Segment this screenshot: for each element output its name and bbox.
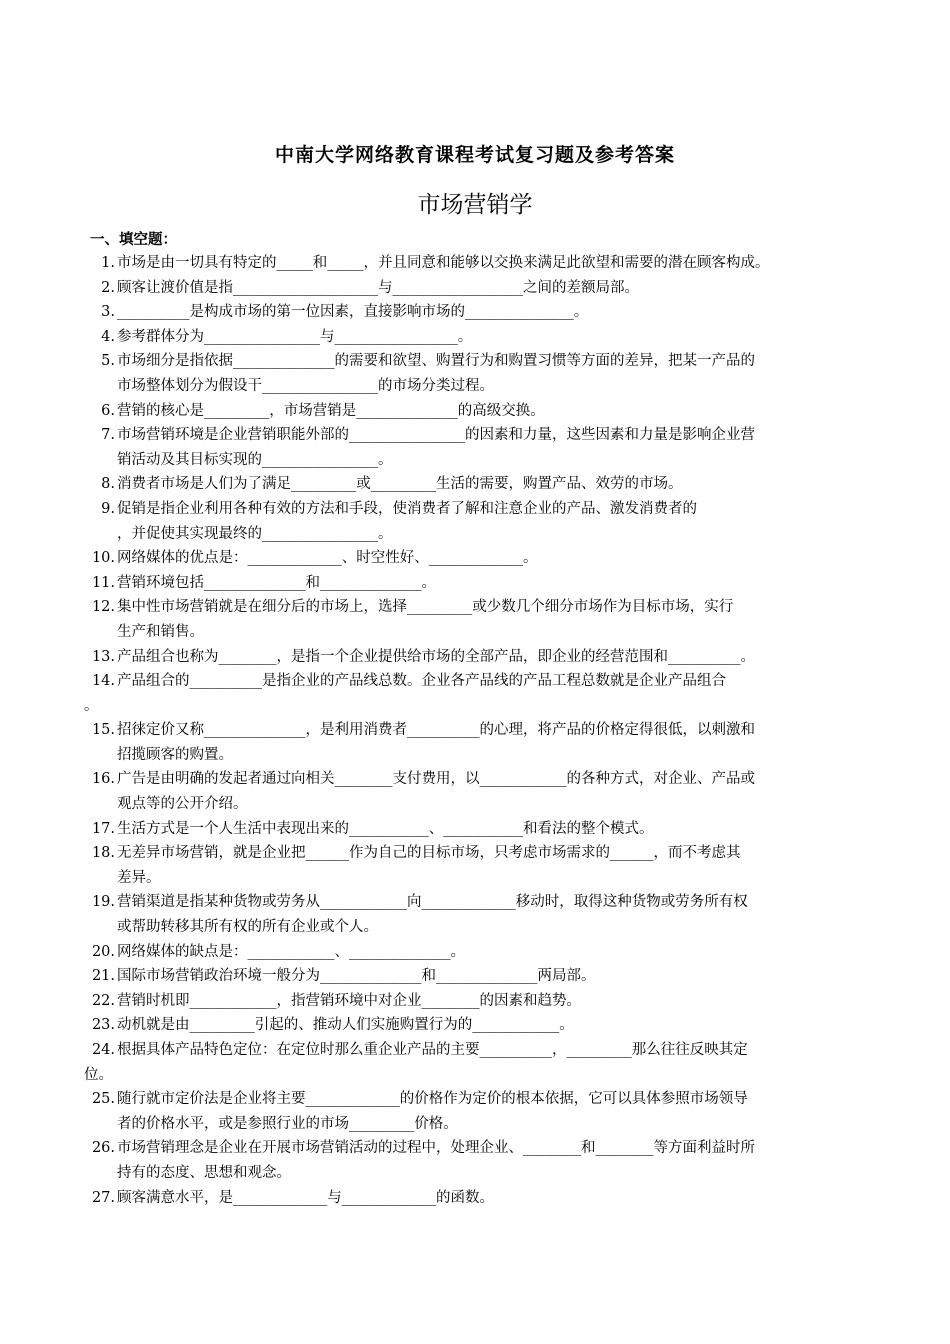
question-text-continued: 位。 bbox=[84, 1066, 113, 1083]
question-text: 顾客满意水平，是_____________与_____________的函数。 bbox=[117, 1189, 494, 1206]
question-text-continued: 观点等的公开介绍。 bbox=[117, 796, 248, 813]
question-item bbox=[84, 989, 864, 1014]
question-text: 广告是由明确的发起者通过向相关________支付费用，以____________的各种方式，对企业、产品或 bbox=[117, 771, 755, 788]
question-item bbox=[84, 1136, 864, 1185]
question-item bbox=[84, 349, 864, 398]
question-item bbox=[84, 1038, 864, 1087]
question-text: 无差异市场营销，就是企业把______作为自己的目标市场，只考虑市场需求的______，而不考虑其 bbox=[117, 845, 741, 862]
question-item bbox=[84, 718, 864, 767]
course-title: 市场营销学 bbox=[417, 192, 533, 218]
question-number: 6. bbox=[101, 402, 115, 419]
question-text-continued: 销活动及其目标实现的________________。 bbox=[117, 451, 393, 468]
question-number: 1. bbox=[101, 255, 115, 271]
question-text-continued: 持有的态度、思想和观念。 bbox=[117, 1164, 291, 1181]
question-number: 8. bbox=[101, 476, 115, 493]
question-text-continued: 者的价格水平，或是参照行业的市场_________价格。 bbox=[117, 1115, 458, 1132]
question-text: 市场营销理念是企业在开展市场营销活动的过程中，处理企业、________和________等方面利益时所 bbox=[117, 1140, 755, 1157]
question-number: 7. bbox=[101, 427, 115, 444]
question-item bbox=[84, 497, 864, 546]
question-item bbox=[84, 472, 864, 497]
question-item bbox=[84, 841, 864, 890]
question-item bbox=[84, 645, 864, 670]
question-number: 15. bbox=[91, 722, 115, 739]
question-number: 13. bbox=[91, 648, 115, 665]
question-text: 消费者市场是人们为了满足_________或_________生活的需要，购置产品、效劳的市场。 bbox=[117, 476, 683, 493]
question-text-continued: 市场整体划分为假设干________________的市场分类过程。 bbox=[117, 377, 494, 394]
question-text-continued: 。 bbox=[84, 697, 99, 714]
question-number: 21. bbox=[91, 968, 115, 985]
question-number: 23. bbox=[91, 1017, 115, 1034]
question-item bbox=[84, 423, 864, 472]
question-text: 招徕定价又称______________，是利用消费者__________的心理，将产品的价格定得很低，以刺激和 bbox=[117, 722, 755, 739]
question-item bbox=[84, 964, 864, 989]
question-item bbox=[84, 595, 864, 644]
question-text: 市场细分是指依据______________的需要和欲望、购置行为和购置习惯等方面的差异，把某一产品的 bbox=[117, 353, 755, 370]
question-number: 4. bbox=[101, 328, 115, 345]
question-number: 27. bbox=[91, 1189, 115, 1206]
question-number: 14. bbox=[91, 673, 115, 690]
question-number: 2. bbox=[101, 279, 115, 296]
question-number: 17. bbox=[91, 820, 115, 837]
question-text: 网络媒体的优点是：_____________、时空性好、_____________。 bbox=[117, 550, 538, 567]
question-text-continued: 生产和销售。 bbox=[117, 623, 204, 640]
question-text-continued: 或帮助转移其所有权的所有企业或个人。 bbox=[117, 919, 378, 936]
question-text: 网络媒体的缺点是：____________、______________。 bbox=[117, 943, 465, 960]
question-item bbox=[84, 940, 864, 965]
question-text: 市场营销环境是企业营销职能外部的________________的因素和力量，这些因素和力量是影响企业营 bbox=[117, 427, 755, 444]
question-number: 19. bbox=[91, 894, 115, 911]
section-heading: 一、填空题： bbox=[90, 231, 177, 248]
question-item bbox=[84, 767, 864, 816]
question-number: 12. bbox=[91, 599, 115, 616]
question-item bbox=[84, 1186, 864, 1211]
question-item bbox=[84, 546, 864, 571]
question-number: 26. bbox=[91, 1140, 115, 1157]
question-text: 营销时机即____________，指营销环境中对企业________的因素和趋势。 bbox=[117, 992, 581, 1009]
question-number: 25. bbox=[91, 1091, 115, 1108]
question-number: 18. bbox=[91, 845, 115, 862]
question-text: 营销的核心是_________，市场营销是______________的高级交换。 bbox=[117, 402, 545, 419]
question-number: 3. bbox=[101, 304, 115, 321]
question-text-continued: 差异。 bbox=[117, 869, 161, 886]
question-item bbox=[84, 571, 864, 596]
question-number: 20. bbox=[91, 943, 115, 960]
question-number: 16. bbox=[91, 771, 115, 788]
question-text: 随行就市定价法是企业将主要_____________的价格作为定价的根本依据，它可以具体参照市场领导 bbox=[117, 1091, 748, 1108]
question-text: 根据具体产品特色定位：在定位时那么重企业产品的主要__________，_________那么往往反映其定 bbox=[117, 1042, 748, 1058]
question-item bbox=[84, 251, 864, 276]
question-item bbox=[84, 1013, 864, 1038]
question-item bbox=[84, 817, 864, 842]
question-text: 产品组合的__________是指企业的产品线总数。企业各产品线的产品工程总数就是企业产品组合 bbox=[117, 673, 726, 690]
question-number: 9. bbox=[101, 500, 115, 517]
question-item bbox=[84, 399, 864, 424]
question-number: 22. bbox=[91, 992, 115, 1009]
question-number: 24. bbox=[91, 1042, 115, 1058]
question-item bbox=[84, 325, 864, 350]
question-text: 生活方式是一个人生活中表现出来的___________、___________和看法的整个模式。 bbox=[117, 820, 654, 837]
question-item bbox=[84, 669, 864, 718]
question-text: __________是构成市场的第一位因素，直接影响市场的_______________。 bbox=[117, 304, 589, 321]
question-text: 市场是由一切具有特定的_____和_____，并且同意和能够以交换来满足此欲望和需要的潜在顾客构成。 bbox=[117, 255, 770, 271]
question-text: 产品组合也称为________，是指一个企业提供给市场的全部产品，即企业的经营范围和__________。 bbox=[117, 648, 755, 665]
question-item bbox=[84, 276, 864, 301]
question-item bbox=[84, 300, 864, 325]
question-text-continued: ，并促使其实现最终的________________。 bbox=[117, 525, 393, 542]
question-text: 顾客让渡价值是指____________________与__________________之间的差额局部。 bbox=[117, 279, 639, 296]
question-number: 10. bbox=[91, 550, 115, 567]
question-text: 参考群体分为________________与_________________。 bbox=[117, 328, 473, 345]
question-text: 集中性市场营销就是在细分后的市场上，选择_________或少数几个细分市场作为目标市场，实行 bbox=[117, 599, 734, 616]
question-text: 营销环境包括______________和______________。 bbox=[117, 574, 436, 591]
question-list bbox=[84, 251, 864, 1210]
question-item bbox=[84, 1087, 864, 1136]
question-text-continued: 招揽顾客的购置。 bbox=[117, 746, 233, 763]
question-text: 营销渠道是指某种货物或劳务从____________向_____________移动时，取得这种货物或劳务所有权 bbox=[117, 894, 748, 911]
question-number: 5. bbox=[101, 353, 115, 370]
question-text: 动机就是由_________引起的、推动人们实施购置行为的____________。 bbox=[117, 1017, 574, 1034]
question-text: 国际市场营销政治环境一般分为______________和______________两局部。 bbox=[117, 968, 596, 985]
question-text: 促销是指企业利用各种有效的方法和手段，使消费者了解和注意企业的产品、激发消费者的 bbox=[117, 500, 697, 517]
question-item bbox=[84, 890, 864, 939]
document-title: 中南大学网络教育课程考试复习题及参考答案 bbox=[274, 144, 675, 166]
question-number: 11. bbox=[91, 574, 115, 591]
